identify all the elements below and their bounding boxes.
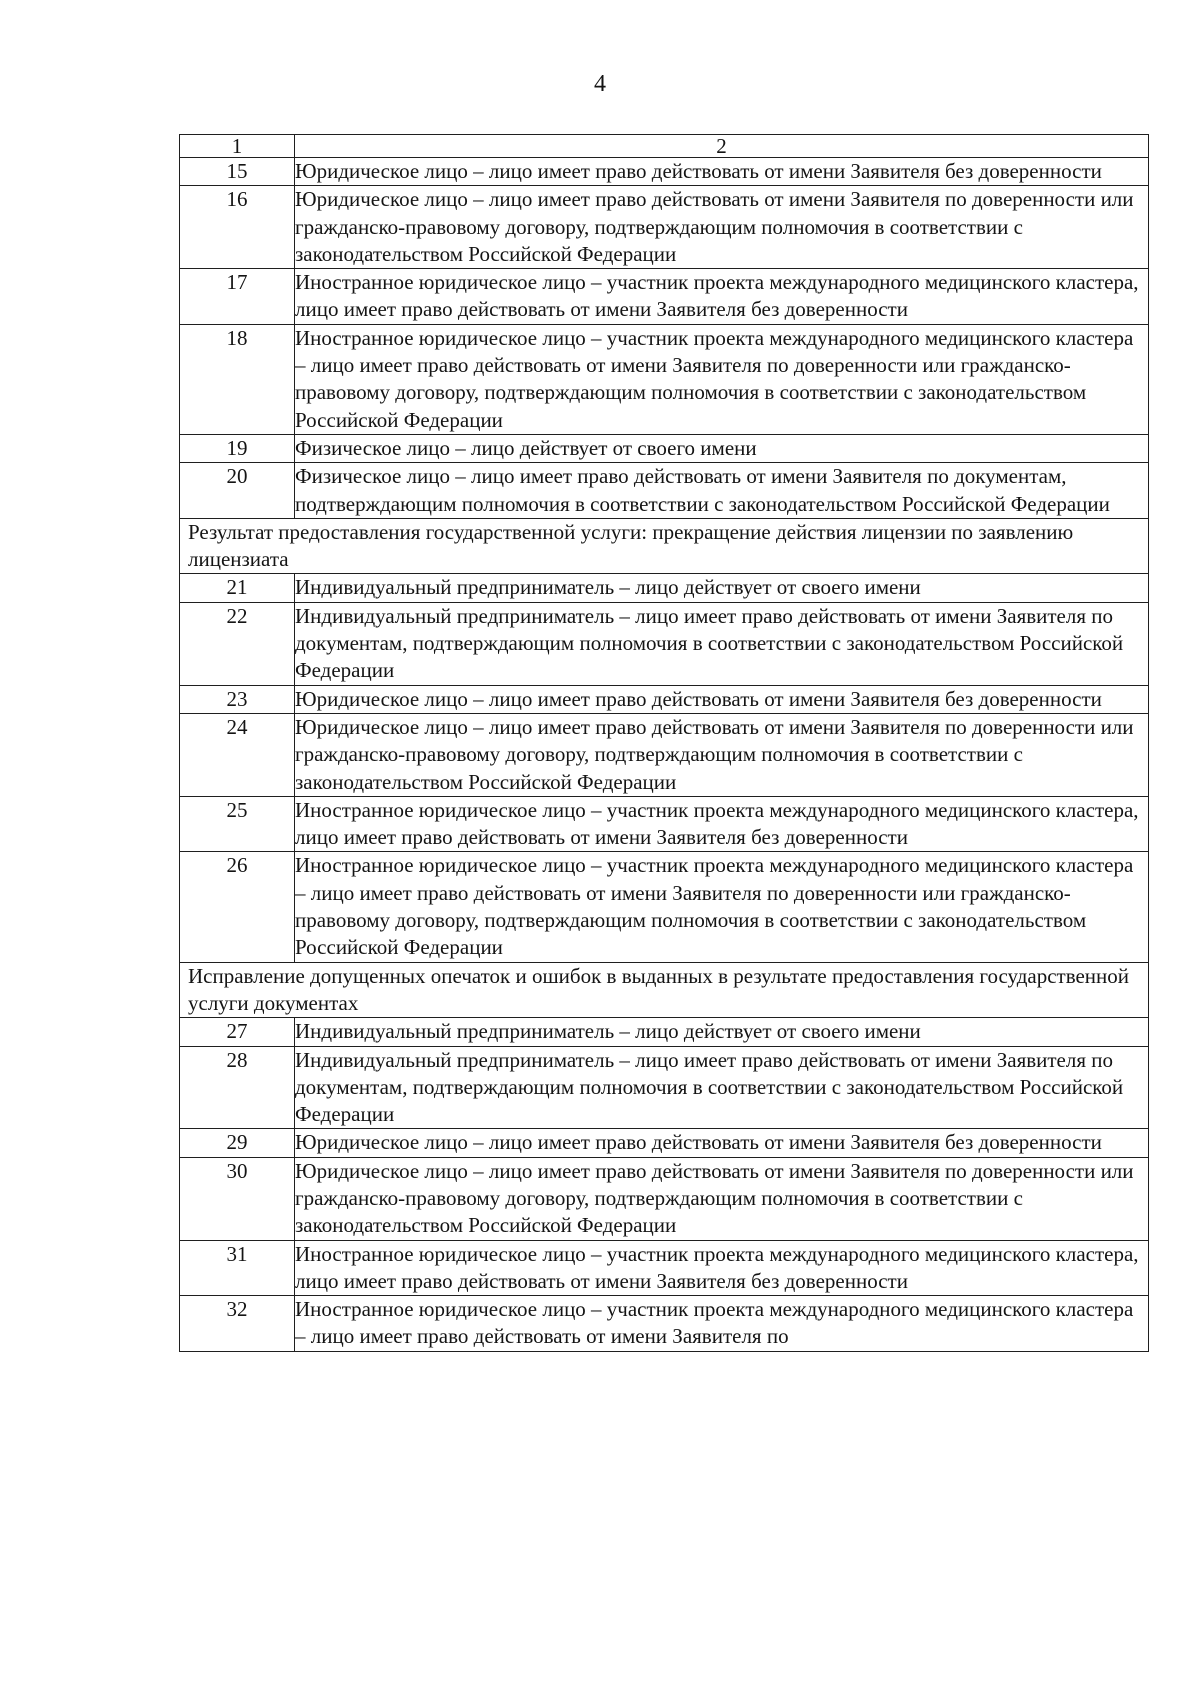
table-row	[180, 434, 1149, 462]
row-number: 28	[180, 1046, 295, 1129]
table-row	[180, 463, 1149, 519]
row-description: Юридическое лицо – лицо имеет право действовать от имени Заявителя по доверенности или гражданско-правовому договору, подтверждающим полномочия в соответствии с законодательством Российской Федерации	[295, 1157, 1149, 1240]
header-col-2: 2	[295, 135, 1149, 158]
row-description: Индивидуальный предприниматель – лицо действует от своего имени	[295, 574, 1149, 602]
row-description: Иностранное юридическое лицо – участник проекта международного медицинского кластера – лицо имеет право действовать от имени Заявителя по доверенности или гражданско-правовому договору, подтверждающим полномочия в соответствии с законодательством Российской Федерации	[295, 852, 1149, 962]
row-description: Юридическое лицо – лицо имеет право действовать от имени Заявителя без доверенности	[295, 158, 1149, 186]
row-number: 26	[180, 852, 295, 962]
section-heading: Исправление допущенных опечаток и ошибок в выданных в результате предоставления государственной услуги документах	[180, 962, 1149, 1018]
table-row	[180, 602, 1149, 685]
table-header-row	[180, 135, 1149, 158]
table-body	[180, 135, 1149, 1352]
row-description: Иностранное юридическое лицо – участник проекта международного медицинского кластера – лицо имеет право действовать от имени Заявителя по доверенности или гражданско-правовому договору, подтверждающим полномочия в соответствии с законодательством Российской Федерации	[295, 324, 1149, 434]
table-row	[180, 713, 1149, 796]
row-description: Юридическое лицо – лицо имеет право действовать от имени Заявителя по доверенности или гражданско-правовому договору, подтверждающим полномочия в соответствии с законодательством Российской Федерации	[295, 186, 1149, 269]
row-description: Индивидуальный предприниматель – лицо имеет право действовать от имени Заявителя по документам, подтверждающим полномочия в соответствии с законодательством Российской Федерации	[295, 602, 1149, 685]
row-number: 25	[180, 796, 295, 852]
row-number: 29	[180, 1129, 295, 1157]
section-heading-row	[180, 518, 1149, 574]
header-col-1: 1	[180, 135, 295, 158]
table-row	[180, 574, 1149, 602]
section-heading-row	[180, 962, 1149, 1018]
row-description: Юридическое лицо – лицо имеет право действовать от имени Заявителя по доверенности или гражданско-правовому договору, подтверждающим полномочия в соответствии с законодательством Российской Федерации	[295, 713, 1149, 796]
row-description: Физическое лицо – лицо имеет право действовать от имени Заявителя по документам, подтверждающим полномочия в соответствии с законодательством Российской Федерации	[295, 463, 1149, 519]
table-row	[180, 1157, 1149, 1240]
row-description: Иностранное юридическое лицо – участник проекта международного медицинского кластера, лицо имеет право действовать от имени Заявителя без доверенности	[295, 269, 1149, 325]
row-description: Юридическое лицо – лицо имеет право действовать от имени Заявителя без доверенности	[295, 685, 1149, 713]
row-number: 21	[180, 574, 295, 602]
row-number: 32	[180, 1296, 295, 1352]
table-row	[180, 1296, 1149, 1352]
row-description: Юридическое лицо – лицо имеет право действовать от имени Заявителя без доверенности	[295, 1129, 1149, 1157]
row-number: 15	[180, 158, 295, 186]
table-row	[180, 186, 1149, 269]
row-number: 18	[180, 324, 295, 434]
row-number: 22	[180, 602, 295, 685]
row-number: 16	[180, 186, 295, 269]
table-row	[180, 1240, 1149, 1296]
row-number: 20	[180, 463, 295, 519]
table-row	[180, 269, 1149, 325]
table-row	[180, 1046, 1149, 1129]
table-row	[180, 1018, 1149, 1046]
row-number: 30	[180, 1157, 295, 1240]
page-number: 4	[594, 71, 606, 97]
section-heading: Результат предоставления государственной услуги: прекращение действия лицензии по заявлению лицензиата	[180, 518, 1149, 574]
applicant-table	[179, 134, 1149, 1352]
table-row	[180, 1129, 1149, 1157]
row-description: Индивидуальный предприниматель – лицо имеет право действовать от имени Заявителя по документам, подтверждающим полномочия в соответствии с законодательством Российской Федерации	[295, 1046, 1149, 1129]
table-row	[180, 685, 1149, 713]
row-number: 27	[180, 1018, 295, 1046]
table-row	[180, 324, 1149, 434]
row-number: 19	[180, 434, 295, 462]
row-number: 17	[180, 269, 295, 325]
row-description: Иностранное юридическое лицо – участник проекта международного медицинского кластера – лицо имеет право действовать от имени Заявителя по	[295, 1296, 1149, 1352]
table-row	[180, 158, 1149, 186]
row-number: 23	[180, 685, 295, 713]
row-description: Иностранное юридическое лицо – участник проекта международного медицинского кластера, лицо имеет право действовать от имени Заявителя без доверенности	[295, 796, 1149, 852]
row-number: 31	[180, 1240, 295, 1296]
table-row	[180, 852, 1149, 962]
row-number: 24	[180, 713, 295, 796]
row-description: Иностранное юридическое лицо – участник проекта международного медицинского кластера, лицо имеет право действовать от имени Заявителя без доверенности	[295, 1240, 1149, 1296]
row-description: Физическое лицо – лицо действует от своего имени	[295, 434, 1149, 462]
row-description: Индивидуальный предприниматель – лицо действует от своего имени	[295, 1018, 1149, 1046]
table-row	[180, 796, 1149, 852]
